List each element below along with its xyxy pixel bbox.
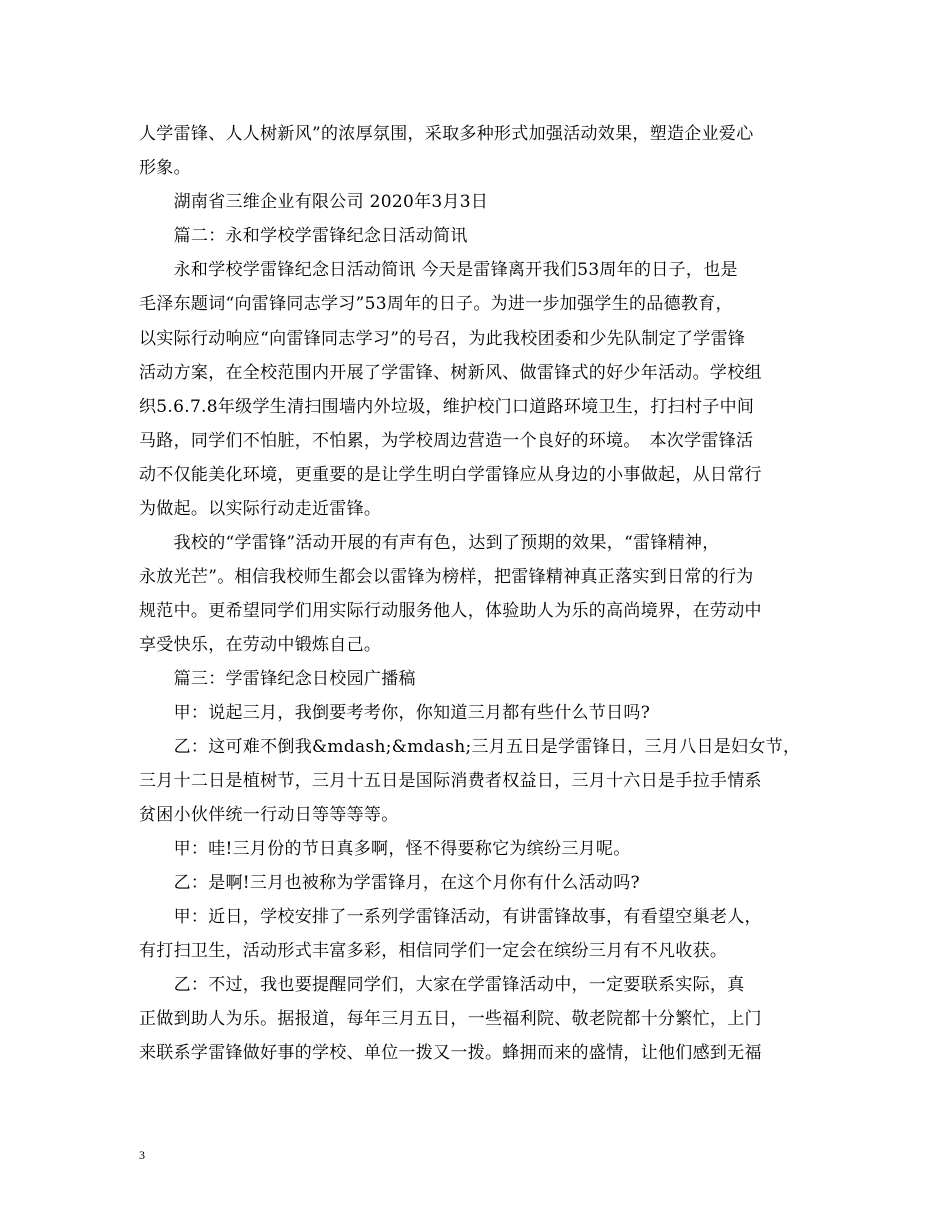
text-line: 人学雷锋、人人树新风”的浓厚氛围，采取多种形式加强活动效果，塑造企业爱心: [139, 124, 754, 144]
text-line: 乙：是啊!三月也被称为学雷锋月，在这个月你有什么活动吗?: [139, 873, 640, 893]
text-line: 享受快乐，在劳动中锻炼自己。: [139, 635, 382, 655]
text-line: 三月十二日是植树节，三月十五日是国际消费者权益日，三月十六日是手拉手情系: [139, 771, 762, 791]
text-line: 永和学校学雷锋纪念日活动简讯 今天是雷锋离开我们53周年的日子，也是: [139, 260, 738, 280]
text-line: 形象。: [139, 158, 191, 178]
text-line: 动不仅能美化环境，更重要的是让学生明白学雷锋应从身边的小事做起，从日常行: [139, 465, 762, 485]
section-heading: 篇二：永和学校学雷锋纪念日活动简讯: [139, 226, 468, 246]
text-line: 为做起。以实际行动走近雷锋。: [139, 499, 382, 519]
text-line: 织5.6.7.8年级学生清扫围墙内外垃圾，维护校门口道路环境卫生，打扫村子中间: [139, 397, 755, 417]
text-line: 活动方案，在全校范围内开展了学雷锋、树新风、做雷锋式的好少年活动。学校组: [139, 363, 762, 383]
text-line: 贫困小伙伴统一行动日等等等等。: [139, 805, 399, 825]
text-line: 正做到助人为乐。据报道，每年三月五日，一些福利院、敬老院都十分繁忙，上门: [139, 1009, 762, 1029]
text-line: 来联系学雷锋做好事的学校、单位一拨又一拨。蜂拥而来的盛情，让他们感到无福: [139, 1043, 762, 1063]
text-line: 以实际行动响应“向雷锋同志学习”的号召，为此我校团委和少先队制定了学雷锋: [139, 329, 746, 349]
text-line: 甲：哇!三月份的节日真多啊，怪不得要称它为缤纷三月呢。: [139, 839, 631, 859]
text-line: 甲：说起三月，我倒要考考你，你知道三月都有些什么节日吗?: [139, 703, 651, 723]
text-line: 乙：这可难不倒我&mdash;&mdash;三月五日是学雷锋日，三月八日是妇女节，: [139, 737, 801, 757]
text-line: 我校的“学雷锋”活动开展的有声有色，达到了预期的效果，“雷锋精神，: [139, 533, 720, 553]
text-line: 有打扫卫生，活动形式丰富多彩，相信同学们一定会在缤纷三月有不凡收获。: [139, 941, 728, 961]
page-number: 3: [139, 1148, 145, 1162]
text-line: 永放光芒”。相信我校师生都会以雷锋为榜样，把雷锋精神真正落实到日常的行为: [139, 567, 754, 587]
section-heading: 篇三：学雷锋纪念日校园广播稿: [139, 669, 416, 689]
text-line: 规范中。更希望同学们用实际行动服务他人，体验助人为乐的高尚境界，在劳动中: [139, 601, 762, 621]
text-line: 马路，同学们不怕脏，不怕累，为学校周边营造一个良好的环境。 本次学雷锋活: [139, 431, 754, 451]
text-line: 乙：不过，我也要提醒同学们，大家在学雷锋活动中，一定要联系实际，真: [139, 975, 745, 995]
text-line: 甲：近日，学校安排了一系列学雷锋活动，有讲雷锋故事，有看望空巢老人，: [139, 907, 762, 927]
text-line: 毛泽东题词“向雷锋同志学习”53周年的日子。为进一步加强学生的品德教育，: [139, 294, 733, 314]
signature-line: 湖南省三维企业有限公司 2020年3月3日: [139, 192, 489, 212]
